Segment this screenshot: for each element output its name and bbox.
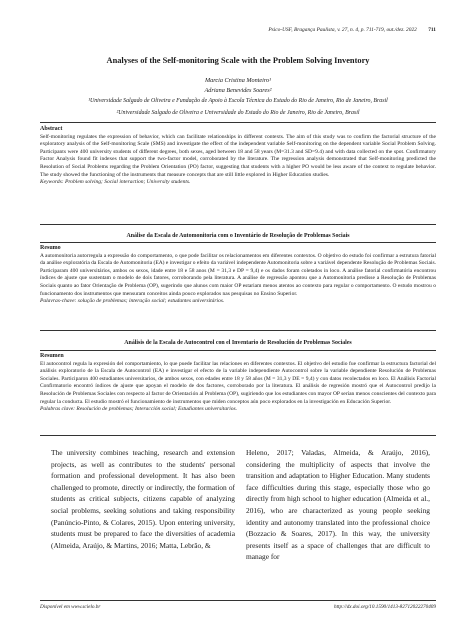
- divider: [40, 330, 436, 331]
- abstract-text: El autocontrol regula la expresión del comportamiento, lo que puede facilitar las relaciones en diferentes contextos. El objetivo del estudio fue confirmar la estructura factorial del análisis exploratorio de la Escala de Autocontrol (EA) e investigar el efecto de la variable independiente Autocontrol sobre la variable dependiente Resolución de Problemas Sociales. Participaron 400 estudiantes universitarios, de ambos sexos, con edades entre 18 y 58 años (M = 31,3 y DE = 9,4) y con datos recolectados en loco. El Análisis Factorial Confirmatorio encontró índices de ajuste que apoyan el modelo de dos factores, corroborado por la literatura. El análisis de regresión mostró que el Autocontrol predijo la Resolución de Problemas Sociales con respecto al factor de Orientación al Problema (OP), sugiriendo que los estudiantes con mayor OP serían menos conscientes del contexto para regular la conducta. El estudio mostró el funcionamiento de instrumentos que miden conceptos aún poco explorados en la investigación en Educación Superior.: [40, 360, 436, 405]
- doi-link[interactable]: http://dx.doi.org/10.1590/1413-82712022270409: [334, 604, 436, 610]
- abstract-text: A automonitoria autorregula a expressão do comportamento, o que pode facilitar os relacionamentos em diferentes contextos. O objetivo do estudo foi confirmar a estrutura fatorial da análise exploratória da Escala de Automonitoria (EA) e investigar o efeito da variável independente Automonitoria sobre a variável dependente Resolução de Problemas Sociais. Participaram 400 universitários, ambos os sexos, idade entre 18 e 58 anos (M = 31,3 e DP = 9,4) e os dados foram coletados in loco. A análise fatorial confirmatória encontrou índices de ajuste que sustentam o modelo de dois fatores, corroborando pela literatura. A análise de regressão apontou que a Automonitoria predisse a Resolução de Problemas Sociais quanto ao fator Orientação de Problema (OP), sugerindo que alunos com maior OP estariam menos atentos ao contexto para regular o comportamento. O estudo mostrou o funcionamento dos instrumentos que mensuram conceitos ainda pouco explorados nas pesquisas no Ensino Superior.: [40, 252, 436, 297]
- divider: [40, 122, 436, 123]
- journal-citation: Psico-USF, Bragança Paulista, v. 27, n. 4, p. 711-719, out./dez. 2022: [268, 27, 417, 33]
- abstract-text: Self-monitoring regulates the expression of behavior, which can facilitate relationships in different contexts. The aim of this study was to confirm the factorial structure of the exploratory analysis of the Self-monitoring Scale (SMS) and investigate the effect of the independent variable Self-monitoring on the dependent variable Social Problem Solving. Participants were 400 university students of different degrees, both sexes, aged between 18 and 58 years (M=31.3 and SD=9.4) and with data collected on the spot. Confirmatory Factor Analysis found fit indexes that support the two-factor model, corroborated by the literature. The regression analysis demonstrated that Self-monitoring predicted the Resolution of Social Problems regarding the Problem Orientation (PO) factor, suggesting that students with a higher PO would be less aware of the context to regulate behavior. The study showed the functioning of the instruments that measure concepts that are still little explored in Higher Education studies.: [40, 133, 436, 178]
- affiliation: ¹Universidade Salgado de Oliveira e Fundação de Apoio à Escola Técnica do Estado do Rio de Janeiro, Rio de Janeiro, Brasil: [88, 98, 388, 104]
- abstract-title-portuguese: Análise da Escala de Automonitoria com o Inventário de Resolução de Problemas Sociais: [126, 233, 350, 239]
- divider: [40, 242, 436, 243]
- abstract-spanish: [40, 353, 436, 414]
- abstract-english: [40, 126, 436, 187]
- divider: [40, 350, 436, 351]
- author-list: [40, 76, 436, 95]
- affiliation: ²Universidade Salgado de Oliveira e Universidade do Estado do Rio de Janeiro, Rio de Janeiro, Brasil: [116, 110, 360, 116]
- abstract-title-spanish: Análisis de la Escala de Autocontrol con el Inventario de Resolución de Problemas Sociales: [124, 340, 352, 346]
- keywords: Palabras clave: Resolución de problemas; Interacción social; Estudiantes universitarios.: [40, 406, 237, 413]
- author-name: Adriana Benevides Soares²: [204, 86, 272, 94]
- abstract-heading: Resumo: [40, 245, 61, 251]
- divider: [40, 224, 436, 225]
- abstract-portuguese: [40, 245, 436, 306]
- keywords: Keywords: Problem solving; Social interaction; University students.: [40, 179, 191, 186]
- availability-note: Disponível em www.scielo.br: [40, 604, 101, 610]
- page-footer: [40, 604, 436, 610]
- article-title: Analyses of the Self-monitoring Scale with the Problem Solving Inventory: [106, 56, 370, 65]
- abstract-heading: Abstract: [40, 126, 63, 132]
- author-name: Marcia Cristina Monteiro¹: [204, 77, 272, 84]
- running-header: [40, 27, 436, 33]
- keywords: Palavras-chave: solução de problemas; interação social; estudantes universitários.: [40, 298, 225, 305]
- body-column-right: Heleno, 2017; Valadas, Almeida, & Araújo, 2016), considering the multiplicity of aspects that involve the transition and adaptation to Higher Education. Many students face difficulties during this stage, especially those who go directly from high school to higher education (Almeida et al., 2016), who are characterized as young people seeking identity and autonomy translated into the professional choice (Bozzacio & Soares, 2017). In this way, the university presents itself as a space of challenges that are difficult to manage for: [246, 448, 430, 562]
- footer-divider: [40, 600, 436, 601]
- abstract-heading: Resumen: [40, 353, 64, 359]
- divider: [40, 435, 436, 436]
- body-column-left: The university combines teaching, research and extension projects, as well as contributes to the students' personal formation and professional development. It has also been challenged to promote, directly or indirectly, the formation of students as critical subjects, citizens capable of analyzing social problems, seeking solutions and taking responsibility (Panúncio-Pinto, & Colares, 2015). Upon entering university, students must be prepared to face the diversities of academia (Almeida, Araújo, & Martins, 2016; Matta, Lebrão, &: [51, 448, 235, 550]
- page-number: 711: [428, 27, 436, 33]
